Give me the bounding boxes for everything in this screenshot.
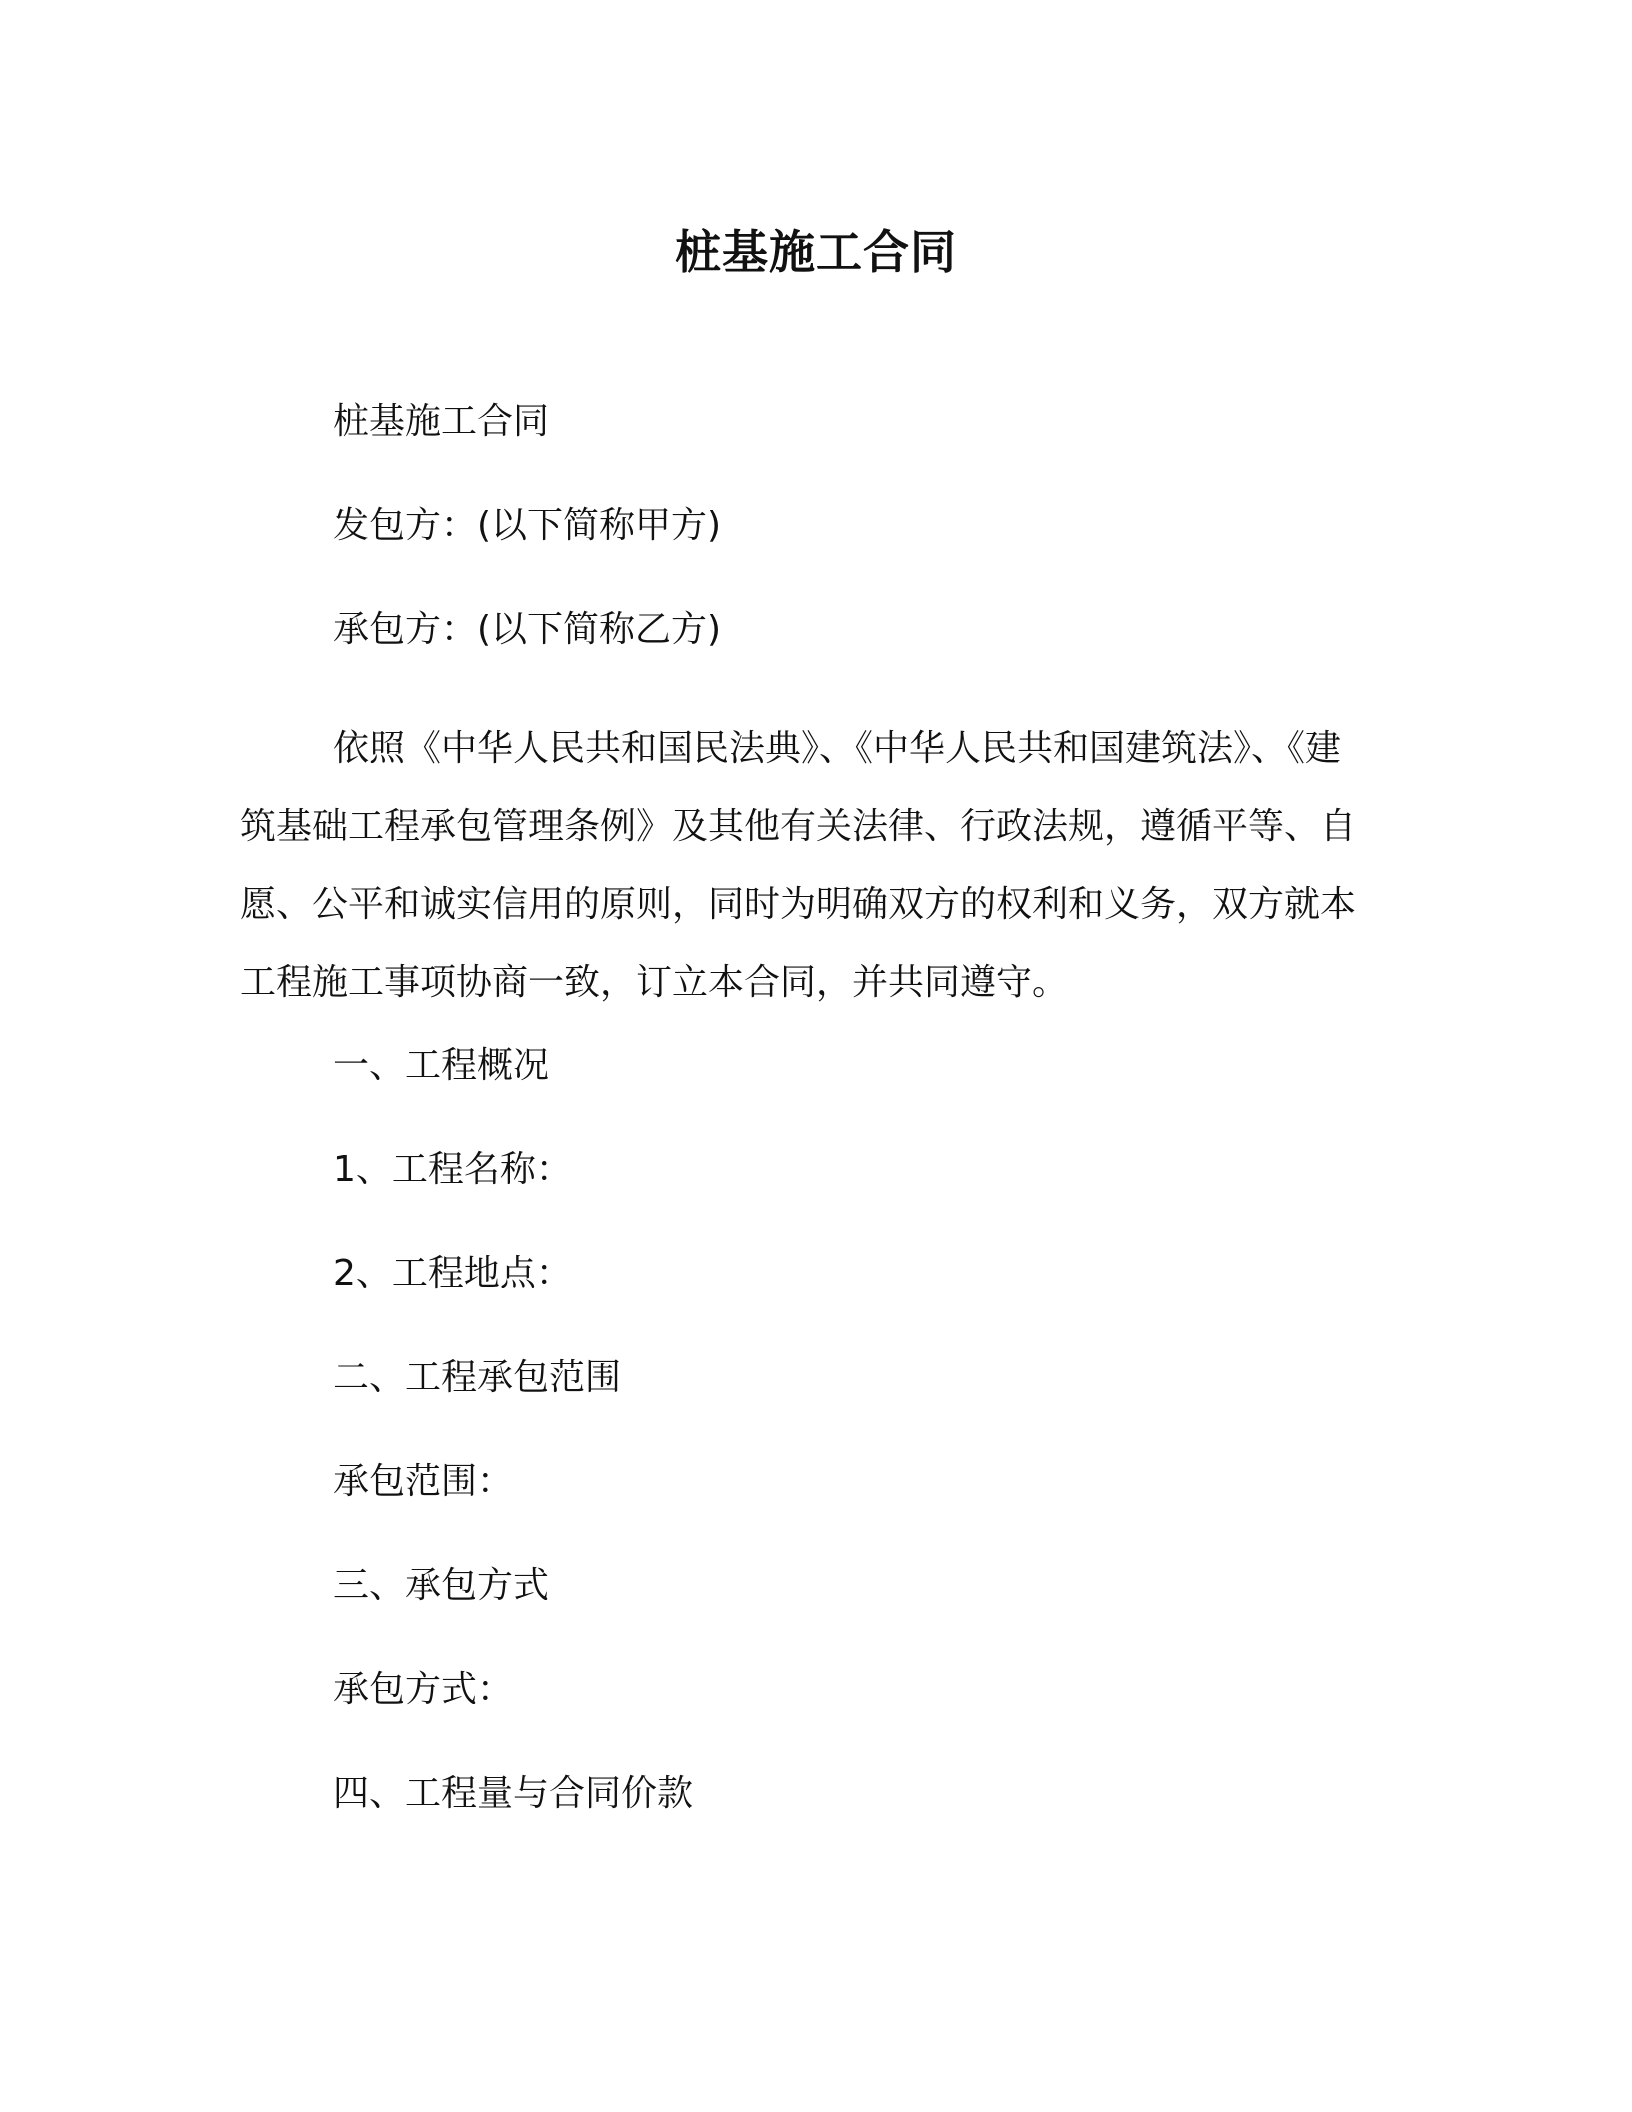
section-4-heading: 四、工程量与合同价款: [333, 1773, 694, 1814]
contract-subtitle: 桩基施工合同: [333, 401, 550, 442]
section-1-heading: 一、工程概况: [333, 1045, 550, 1086]
section-2-heading: 二、工程承包范围: [333, 1357, 622, 1398]
preamble-paragraph: 依照《中华人民共和国民法典》、《中华人民共和国建筑法》、《建筑基础工程承包管理条例》及其他有关法律、行政法规，遵循平等、自愿、公平和诚实信用的原则，同时为明确双方的权利和义务，双方就本工程施工事项协商一致，订立本合同，并共同遵守。: [240, 728, 1357, 1003]
party-b-line: 承包方：(以下简称乙方): [333, 609, 722, 650]
project-name-field: 1、工程名称：: [333, 1149, 572, 1190]
document-title: 桩基施工合同: [675, 225, 957, 279]
project-location-field: 2、工程地点：: [333, 1253, 572, 1294]
contract-method-field: 承包方式：: [333, 1669, 514, 1710]
party-a-line: 发包方：(以下简称甲方): [333, 505, 722, 546]
section-3-heading: 三、承包方式: [333, 1565, 550, 1606]
contract-scope-field: 承包范围：: [333, 1461, 514, 1502]
